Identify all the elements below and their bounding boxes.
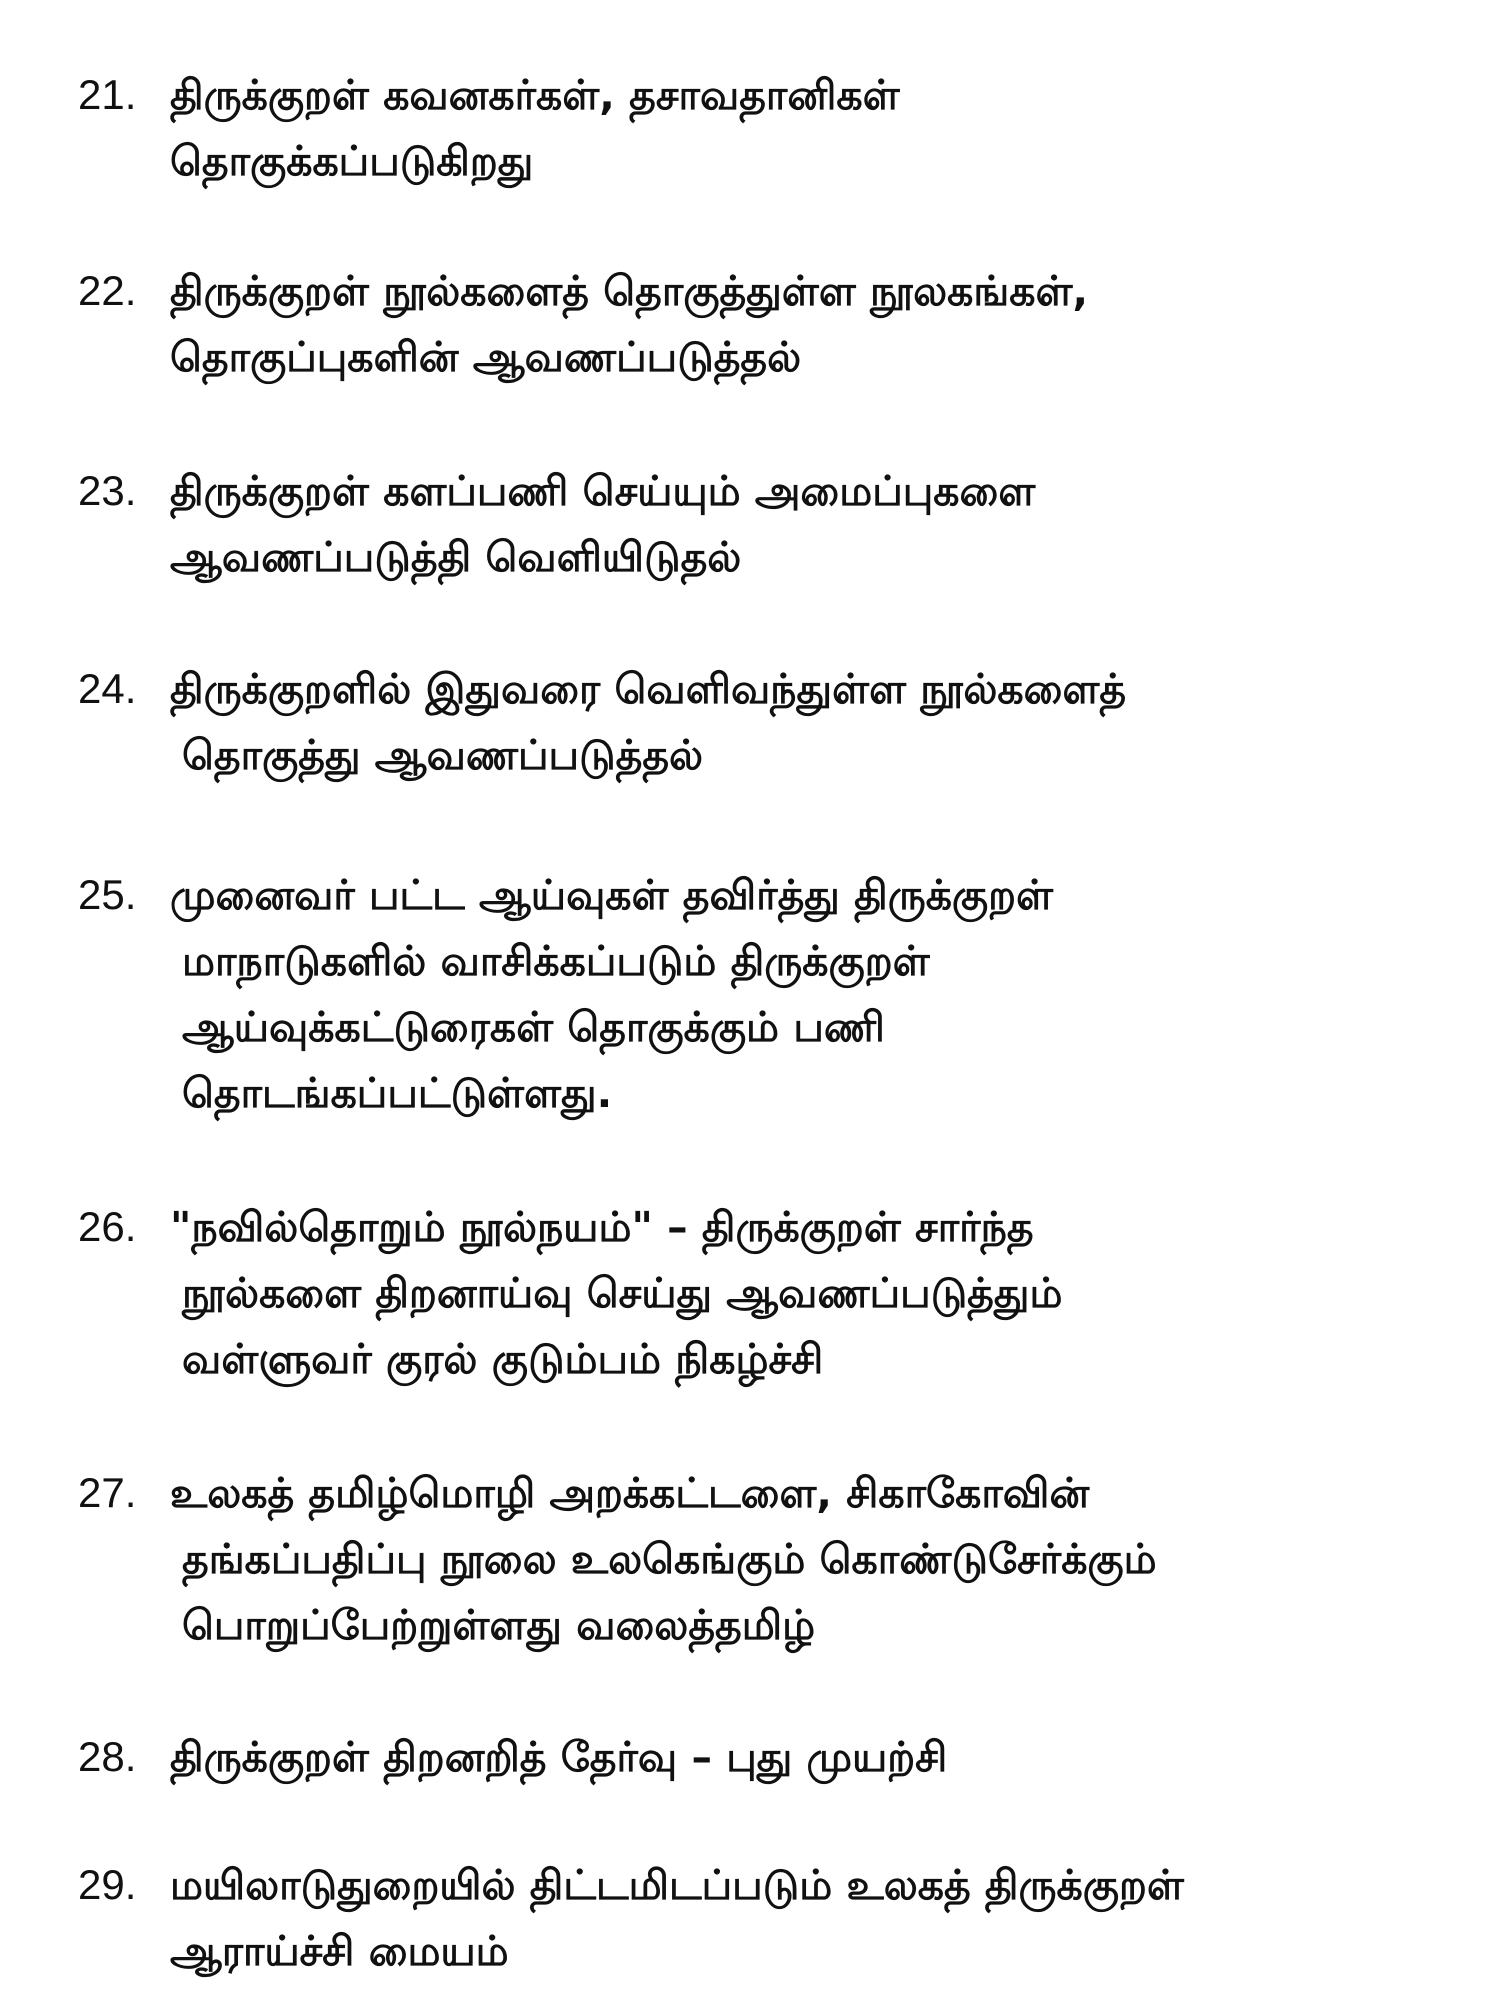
list-item-line [78, 1460, 1478, 1526]
list-item-23 [78, 458, 1478, 590]
item-number: 21. [78, 71, 137, 118]
item-text-continuation: ஆராய்ச்சி மையம் [170, 1927, 509, 1975]
list-item-line [78, 458, 1478, 524]
list-item-line [78, 1194, 1478, 1260]
item-number: 26. [78, 1203, 137, 1250]
item-text-continuation: நூல்களை திறனாய்வு செய்து ஆவணப்படுத்தும் [182, 1269, 1063, 1317]
item-number: 23. [78, 467, 137, 514]
list-item-27 [78, 1460, 1478, 1658]
item-number: 27. [78, 1469, 137, 1516]
list-item-24 [78, 656, 1478, 788]
item-text-continuation: தொகுப்புகளின் ஆவணப்படுத்தல் [170, 333, 802, 381]
list-item-line [78, 862, 1478, 928]
item-text: உலகத் தமிழ்மொழி அறக்கட்டளை, சிகாகோவின் [170, 1469, 1090, 1517]
list-item-25 [78, 862, 1478, 1126]
item-number: 29. [78, 1861, 137, 1908]
item-text-continuation: மாநாடுகளில் வாசிக்கப்படும் திருக்குறள் [182, 937, 930, 985]
item-text-continuation: ஆய்வுக்கட்டுரைகள் தொகுக்கும் பணி [182, 1003, 885, 1051]
item-text-continuation: தொகுக்கப்படுகிறது [170, 137, 534, 185]
item-text-continuation: தங்கப்பதிப்பு நூலை உலகெங்கும் கொண்டுசேர்க்கும் [182, 1535, 1157, 1583]
item-text-continuation: தொடங்கப்பட்டுள்ளது. [182, 1069, 613, 1117]
item-text: "நவில்தொறும் நூல்நயம்" – திருக்குறள் சார்ந்த [170, 1203, 1034, 1251]
list-item-26 [78, 1194, 1478, 1392]
list-item-line [78, 1852, 1478, 1918]
item-text: திருக்குறள் கவனகர்கள், தசாவதானிகள் [170, 71, 900, 119]
item-text-continuation: வள்ளுவர் குரல் குடும்பம் நிகழ்ச்சி [182, 1335, 824, 1383]
list-item-22 [78, 258, 1478, 390]
item-number: 25. [78, 871, 137, 918]
item-text: திருக்குறளில் இதுவரை வெளிவந்துள்ள நூல்களைத் [170, 665, 1127, 713]
item-text: மயிலாடுதுறையில் திட்டமிடப்படும் உலகத் திருக்குறள் [170, 1861, 1184, 1909]
item-text: திருக்குறள் திறனறித் தேர்வு – புது முயற்சி [170, 1733, 948, 1781]
item-text-continuation: ஆவணப்படுத்தி வெளியிடுதல் [170, 533, 742, 581]
item-text: முனைவர் பட்ட ஆய்வுகள் தவிர்த்து திருக்குறள் [170, 871, 1054, 919]
list-item-29 [78, 1852, 1478, 1984]
item-number: 24. [78, 665, 137, 712]
list-item-line [78, 656, 1478, 722]
list-item-21 [78, 62, 1478, 194]
item-text: திருக்குறள் நூல்களைத் தொகுத்துள்ள நூலகங்கள், [170, 267, 1089, 315]
item-number: 28. [78, 1733, 137, 1780]
item-text: திருக்குறள் களப்பணி செய்யும் அமைப்புகளை [170, 467, 1036, 515]
item-text-continuation: பொறுப்பேற்றுள்ளது வலைத்தமிழ் [182, 1601, 816, 1649]
item-number: 22. [78, 267, 137, 314]
item-text-continuation: தொகுத்து ஆவணப்படுத்தல் [182, 731, 704, 779]
list-item-line [78, 62, 1478, 128]
list-item-line [78, 258, 1478, 324]
list-item-line [78, 1724, 1478, 1790]
list-item-28 [78, 1724, 1478, 1790]
